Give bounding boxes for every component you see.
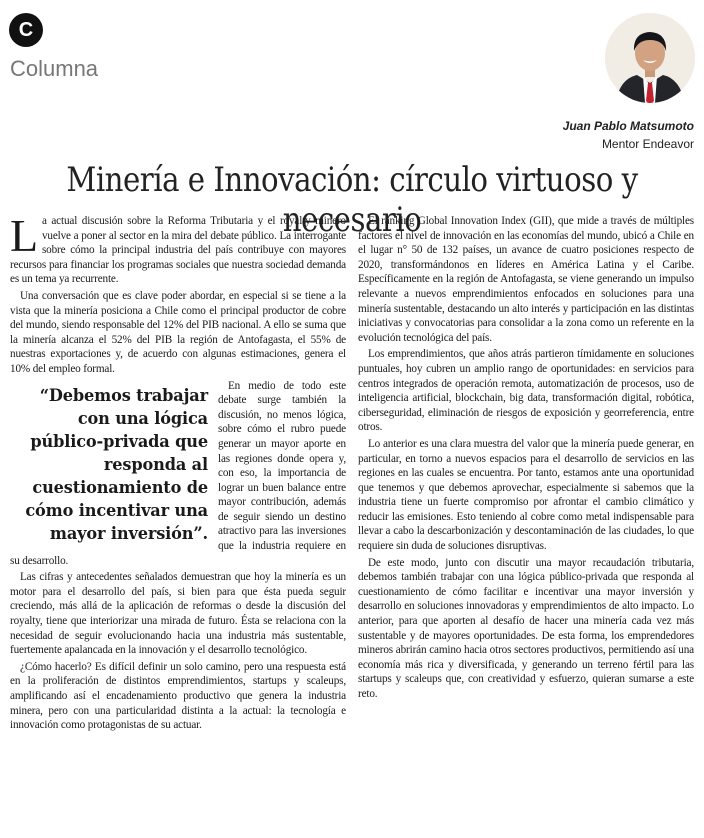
author-name: Juan Pablo Matsumoto xyxy=(562,119,694,133)
paragraph: El ranking Global Innovation Index (GII), que mide a través de múltiples factores el nivel de innovación en las economías del mundo, ubicó a Chile en el lugar n° 50 de 132 países, un avance de cuatro posiciones respecto de 2020, transformándonos en líderes en América Latina y el Caribe. Específicamente en la región de Antofagasta, se viene generando un impulso relevante a nuevos emprendimientos enfocados en soluciones para una minería sustentable, destacando un alto interés y participación en las distintas iniciativas y convocatorias para consolidar a la zona como un referente en la evolución tecnológica del país. xyxy=(358,215,694,344)
column-badge: C xyxy=(9,13,43,47)
author-role: Mentor Endeavor xyxy=(601,137,694,151)
headline: Minería e Innovación: círculo virtuoso y necesario xyxy=(66,160,638,240)
paragraph: ¿Cómo hacerlo? Es difícil definir un solo camino, pero una respuesta está en la proliferación de distintos emprendimientos, startups y scaleups, amplificando así el encadenamiento productivo que genera la industria minera, pero con una particularidad distinta a la actual: la tecnología e innovación como protagonistas de su actuar. xyxy=(10,660,346,732)
paragraph: Los emprendimientos, que años atrás partieron tímidamente en soluciones puntuales, hoy cubren un amplio rango de oportunidades: en servicios para centros integrados de operación remota, automatización de procesos, uso de inteligencia artificial, blockchain, big data, transformación digital, robótica, ciberseguridad, eliminación de riesgos de exposición y georreferencia, entre otros. xyxy=(358,348,694,434)
paragraph xyxy=(10,210,346,287)
pull-quote: “Debemos trabajar con una lógica público-privada que responda al cuestionamiento de cómo incentivar una mayor inversión”. xyxy=(25,385,209,544)
section-label: Columna xyxy=(10,56,99,81)
paragraph-text: a actual discusión sobre la Reforma Tributaria y el royalty minero vuelve a poner al sector en la mira del debate público. La interrogante sobre cómo la principal industria del país contribuye con mayores recursos para financiar los programas sociales que nuestra sociedad demanda es un tema ya recurrente. xyxy=(10,215,346,286)
paragraph: De este modo, junto con discutir una mayor recaudación tributaria, debemos también trabajar con una lógica público-privada que responda al cuestionamiento de cómo facilitar e incentivar una mayor inversión y desarrollo en soluciones innovadoras y emprendimientos de alto impacto. Lo anterior, para que aporten al desafío de hacer una minería cada vez más sustentable y de mayores oportunidades. De esta forma, los emprendedores mineros abrirán camino hacia otros sectores productivos, permitiendo así una economía más rica y diversificada, y generando un terreno fértil para las startups y scaleups que, con creatividad y esfuerzo, quieran sumarse a este reto. xyxy=(358,556,694,700)
paragraph: Lo anterior es una clara muestra del valor que la minería puede generar, en particular, en torno a nuevos espacios para el desarrollo de servicios en las regiones en las cuales se encuentra. Por tanto, estamos ante una oportunidad que tenemos y que debemos aprovechar, especialmente si sabemos que la industria tiene un fuerte compromiso por afrontar el cambio climático y reducir las emisiones. Esto teniendo al cobre como metal indispensable para llevar a cabo la descarbonización y descontaminación de las ciudades, lo que requiere sin duda de soluciones disruptivas. xyxy=(358,437,694,553)
paragraph: En medio de todo este debate surge también la discusión, no menos lógica, sobre cómo el rubro puede generar un mayor aporte en las regiones donde opera y, con eso, la importancia de lograr un buen balance entre mayor contribución, además de seguir siendo un destino atractivo para las inversiones que la industria requiere en su desarrollo. xyxy=(10,379,346,567)
right-column xyxy=(358,214,694,704)
paragraph: Una conversación que es clave poder abordar, en especial si se tiene a la vista que la minería posiciona a Chile como el principal productor de cobre del mundo, siendo responsable del 12% del PIB nacional. A ello se suma que la minería alcanza el 52% del PIB la región de Antofagasta, el 55% de nuestras exportaciones y, de acuerdo con algunas estimaciones, genera el 10% del empleo formal. xyxy=(10,289,346,375)
paragraph: Las cifras y antecedentes señalados demuestran que hoy la minería es un motor para el desarrollo del país, si bien para que ésta pueda seguir creciendo, más allá de la aplicación de reformas o desde la discusión del royalty, tiene que interiorizar una mirada de futuro. Ésta se relaciona con la necesidad de seguir evolucionando hacia una industria más sustentable, fuertemente apalancada en la innovación y el desarrollo tecnológico. xyxy=(10,571,346,657)
left-column xyxy=(10,210,346,735)
drop-cap: L xyxy=(10,210,38,261)
author-photo xyxy=(605,13,695,103)
author-byline xyxy=(563,119,694,151)
